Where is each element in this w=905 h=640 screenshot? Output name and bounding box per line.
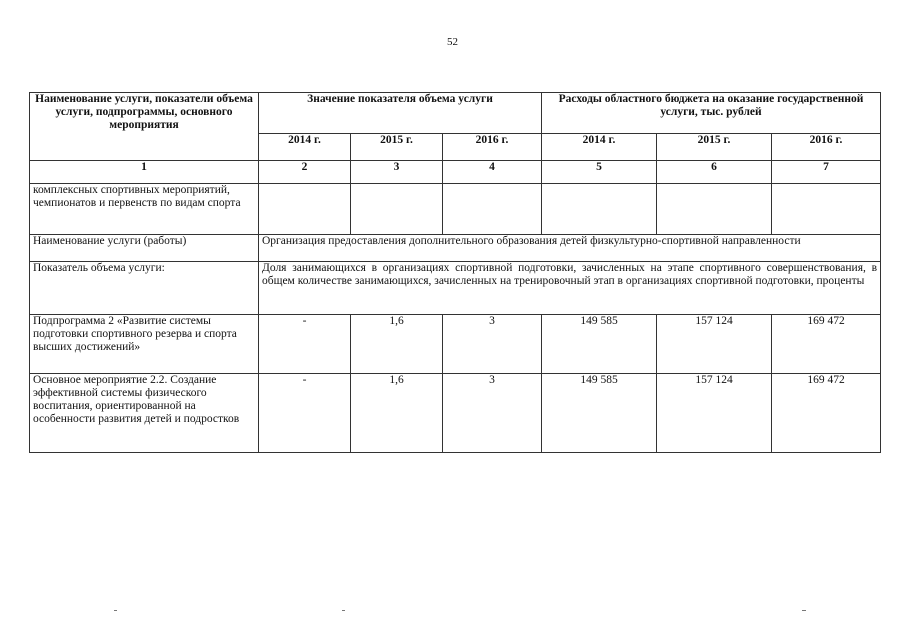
table-cell: - — [259, 374, 351, 453]
table-cell: - — [259, 315, 351, 374]
service-value: Организация предоставления дополнительного образования детей физкультурно-спортивной направленности — [259, 235, 881, 262]
table-cell — [443, 184, 542, 235]
table-row-main-event — [30, 374, 881, 453]
column-number: 1 — [30, 161, 259, 184]
table-cell — [542, 184, 657, 235]
row-name: комплексных спортивных мероприятий, чемпионатов и первенств по видам спорта — [30, 184, 259, 235]
column-number: 6 — [657, 161, 772, 184]
header-name: Наименование услуги, показатели объема услуги, подпрограммы, основного мероприятия — [30, 93, 259, 161]
row-name: Показатель объема услуги: — [30, 262, 259, 315]
header-year: 2015 г. — [657, 134, 772, 161]
scan-mark — [802, 610, 806, 611]
header-volume: Значение показателя объема услуги — [259, 93, 542, 134]
header-row-1 — [30, 93, 881, 134]
table-row-continuation — [30, 184, 881, 235]
column-number: 2 — [259, 161, 351, 184]
row-name: Наименование услуги (работы) — [30, 235, 259, 262]
table-cell — [259, 184, 351, 235]
table-cell: 1,6 — [351, 374, 443, 453]
table-cell: 169 472 — [772, 315, 881, 374]
header-year: 2015 г. — [351, 134, 443, 161]
table-cell: 3 — [443, 374, 542, 453]
table-cell: 149 585 — [542, 315, 657, 374]
header-year: 2014 г. — [542, 134, 657, 161]
table-row-service — [30, 235, 881, 262]
scan-mark — [114, 610, 117, 611]
table-cell — [772, 184, 881, 235]
table-cell: 157 124 — [657, 315, 772, 374]
budget-table — [29, 92, 881, 453]
header-year: 2014 г. — [259, 134, 351, 161]
column-number: 7 — [772, 161, 881, 184]
table-cell — [657, 184, 772, 235]
table-row-indicator — [30, 262, 881, 315]
indicator-value: Доля занимающихся в организациях спортивной подготовки, зачисленных на этапе спортивного совершенствования, в общем количестве занимающихся, зачисленных на тренировочный этап в организациях спортивной подготовки, проценты — [259, 262, 881, 315]
row-name: Подпрограмма 2 «Развитие системы подготовки спортивного резерва и спорта высших достижений» — [30, 315, 259, 374]
table-cell — [351, 184, 443, 235]
page-number: 52 — [447, 36, 458, 48]
table-cell: 3 — [443, 315, 542, 374]
table-cell: 169 472 — [772, 374, 881, 453]
header-expenses: Расходы областного бюджета на оказание государственной услуги, тыс. рублей — [542, 93, 881, 134]
table-cell: 149 585 — [542, 374, 657, 453]
scan-mark — [342, 610, 345, 611]
row-name: Основное мероприятие 2.2. Создание эффективной системы физического воспитания, ориентированной на особенности развития детей и подростков — [30, 374, 259, 453]
table-row-subprogram — [30, 315, 881, 374]
column-number-row — [30, 161, 881, 184]
column-number: 5 — [542, 161, 657, 184]
column-number: 4 — [443, 161, 542, 184]
table-cell: 1,6 — [351, 315, 443, 374]
header-year: 2016 г. — [772, 134, 881, 161]
header-year: 2016 г. — [443, 134, 542, 161]
column-number: 3 — [351, 161, 443, 184]
table-cell: 157 124 — [657, 374, 772, 453]
